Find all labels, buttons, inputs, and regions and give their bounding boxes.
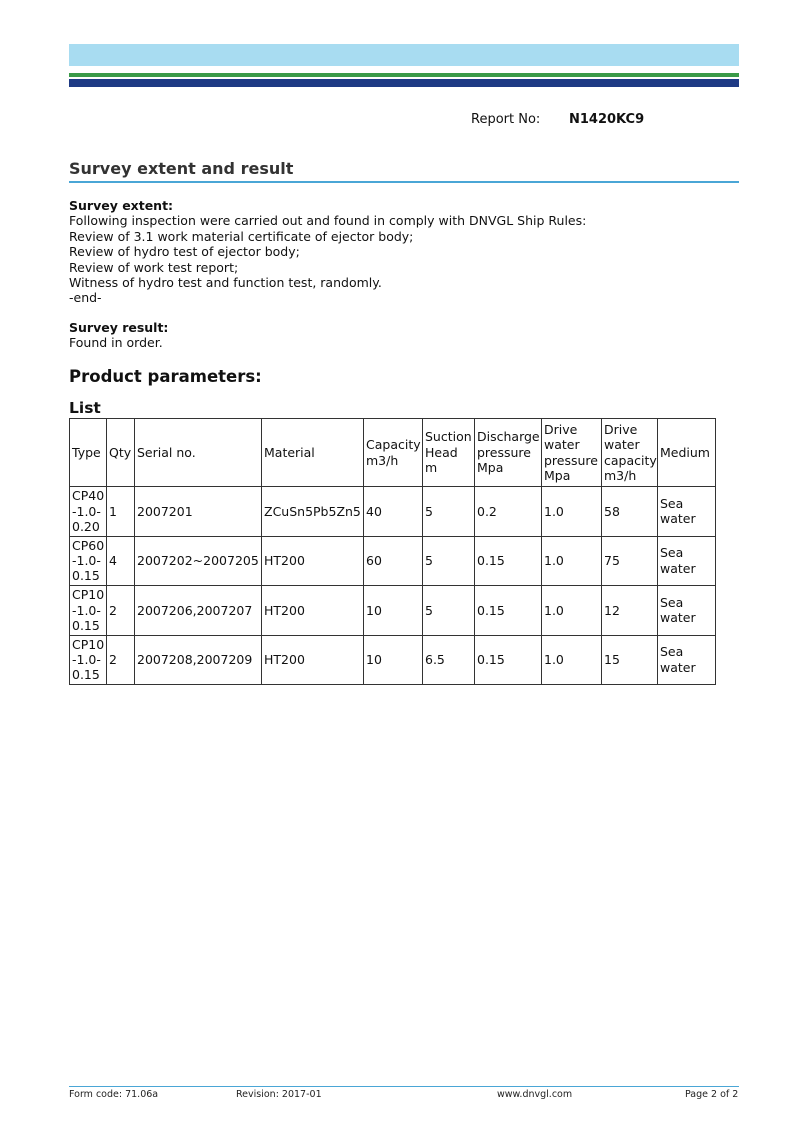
cell-drive-pressure: 1.0 — [542, 586, 602, 636]
survey-extent-line: Witness of hydro test and function test, randomly. — [69, 275, 382, 291]
survey-extent-line: -end- — [69, 290, 102, 306]
cell-material: HT200 — [262, 635, 364, 685]
cell-medium: Sea water — [658, 635, 716, 685]
cell-suction: 5 — [423, 536, 475, 586]
cell-discharge: 0.15 — [475, 586, 542, 636]
cell-discharge: 0.15 — [475, 536, 542, 586]
cell-drive-capacity: 15 — [602, 635, 658, 685]
cell-capacity: 10 — [364, 635, 423, 685]
column-header-drive-capacity: Drive water capacity m3/h — [602, 419, 658, 487]
column-header-drive-pressure: Drive water pressure Mpa — [542, 419, 602, 487]
survey-extent-line: Review of hydro test of ejector body; — [69, 244, 300, 260]
column-header-discharge: Discharge pressure Mpa — [475, 419, 542, 487]
table-row — [70, 635, 716, 685]
survey-result-heading: Survey result: — [69, 320, 169, 335]
column-header-material: Material — [262, 419, 364, 487]
cell-qty: 2 — [107, 635, 135, 685]
survey-extent-line: Review of 3.1 work material certificate of ejector body; — [69, 228, 414, 244]
column-header-suction: Suction Head m — [423, 419, 475, 487]
cell-qty: 2 — [107, 586, 135, 636]
cell-medium: Sea water — [658, 536, 716, 586]
cell-drive-pressure: 1.0 — [542, 635, 602, 685]
cell-drive-pressure: 1.0 — [542, 487, 602, 537]
table-row — [70, 487, 716, 537]
footer-form-code: Form code: 71.06a — [69, 1089, 159, 1100]
survey-result-text: Found in order. — [69, 335, 163, 351]
footer-page-number: Page 2 of 2 — [685, 1089, 739, 1100]
cell-drive-capacity: 75 — [602, 536, 658, 586]
list-title: List — [69, 399, 101, 417]
column-header-type: Type — [70, 419, 107, 487]
cell-type: CP40 -1.0- 0.20 — [70, 487, 107, 537]
table-header-row — [70, 419, 716, 487]
cell-drive-capacity: 12 — [602, 586, 658, 636]
cell-type: CP10 -1.0- 0.15 — [70, 635, 107, 685]
cell-medium: Sea water — [658, 586, 716, 636]
footer-divider — [69, 1086, 739, 1087]
cell-suction: 6.5 — [423, 635, 475, 685]
product-parameters-table — [69, 418, 716, 685]
cell-serial: 2007202~2007205 — [135, 536, 262, 586]
survey-extent-line: Review of work test report; — [69, 259, 239, 275]
cell-qty: 1 — [107, 487, 135, 537]
cell-material: ZCuSn5Pb5Zn5 — [262, 487, 364, 537]
column-header-medium: Medium — [658, 419, 716, 487]
cell-serial: 2007208,2007209 — [135, 635, 262, 685]
footer-revision: Revision: 2017-01 — [236, 1089, 322, 1100]
cell-serial: 2007201 — [135, 487, 262, 537]
footer-website: www.dnvgl.com — [497, 1089, 573, 1100]
cell-drive-capacity: 58 — [602, 487, 658, 537]
survey-extent-line: Following inspection were carried out and found in comply with DNVGL Ship Rules: — [69, 213, 587, 229]
cell-drive-pressure: 1.0 — [542, 536, 602, 586]
cell-capacity: 10 — [364, 586, 423, 636]
header-band-green — [69, 73, 739, 77]
column-header-capacity: Capacity m3/h — [364, 419, 423, 487]
cell-suction: 5 — [423, 487, 475, 537]
table-row — [70, 536, 716, 586]
cell-qty: 4 — [107, 536, 135, 586]
product-parameters-title: Product parameters: — [69, 367, 262, 386]
cell-discharge: 0.2 — [475, 487, 542, 537]
cell-discharge: 0.15 — [475, 635, 542, 685]
cell-capacity: 40 — [364, 487, 423, 537]
table-row — [70, 586, 716, 636]
report-number-label: Report No: — [471, 112, 541, 127]
cell-type: CP10 -1.0- 0.15 — [70, 586, 107, 636]
header-band-light — [69, 44, 739, 66]
survey-result-block — [69, 320, 168, 351]
section-divider — [69, 181, 739, 183]
cell-capacity: 60 — [364, 536, 423, 586]
cell-suction: 5 — [423, 586, 475, 636]
cell-serial: 2007206,2007207 — [135, 586, 262, 636]
column-header-qty: Qty — [107, 419, 135, 487]
report-number-value: N1420KC9 — [569, 112, 645, 127]
cell-type: CP60 -1.0- 0.15 — [70, 536, 107, 586]
survey-extent-heading: Survey extent: — [69, 198, 174, 213]
section-title: Survey extent and result — [69, 159, 294, 178]
cell-material: HT200 — [262, 586, 364, 636]
cell-medium: Sea water — [658, 487, 716, 537]
column-header-serial: Serial no. — [135, 419, 262, 487]
cell-material: HT200 — [262, 536, 364, 586]
survey-extent-block — [69, 198, 586, 306]
header-band-navy — [69, 79, 739, 87]
